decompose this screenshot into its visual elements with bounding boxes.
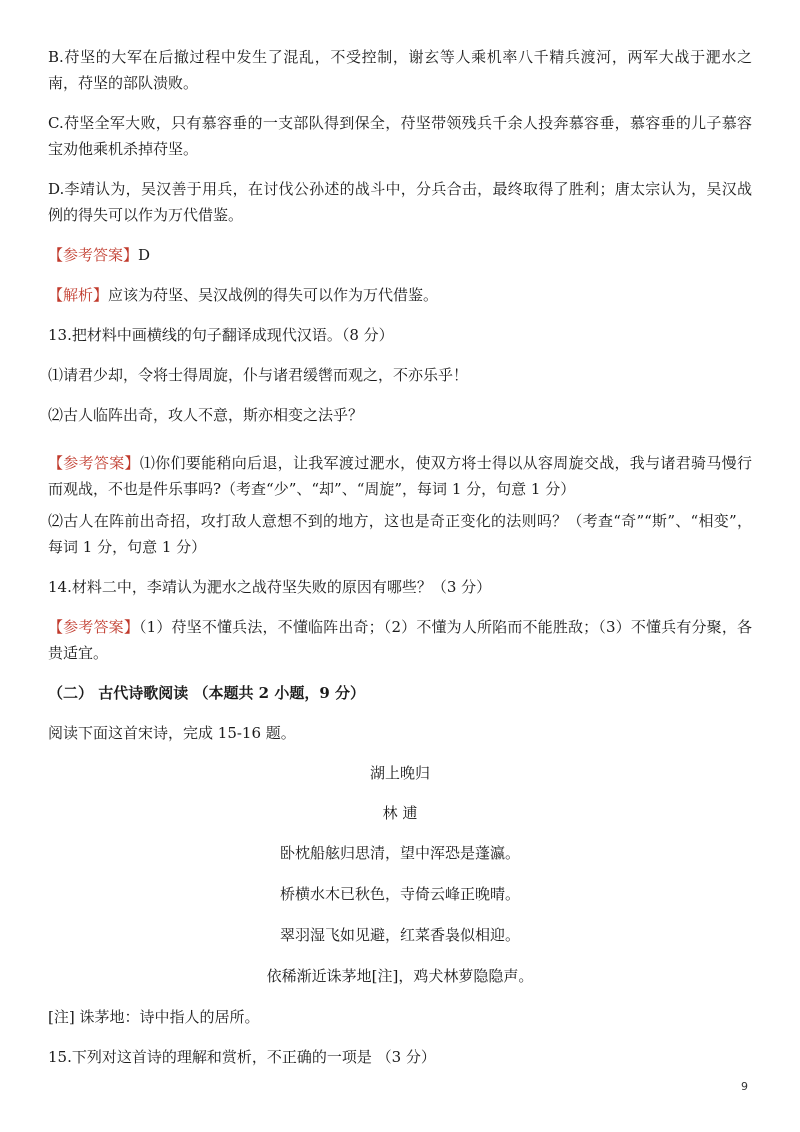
answer-text: D bbox=[138, 246, 151, 264]
poem-line: 卧枕船舷归思清，望中浑恐是蓬瀛。 bbox=[279, 844, 520, 862]
answer-tag: 【参考答案】 bbox=[48, 454, 140, 472]
q13-answer-2: ⑵古人在阵前出奇招，攻打敌人意想不到的地方，这也是奇正变化的法则吗？（考查“奇”“斯”、“相变”，每词 1 分，句意 1 分） bbox=[48, 512, 752, 556]
answer-text: ⑴你们要能稍向后退，让我军渡过淝水，使双方将士得以从容周旋交战，我与诸君骑马慢行而观战，不也是件乐事吗?（考查“少”、“却”、“周旋”，每词 1 分，句意 1 分） bbox=[48, 454, 752, 498]
q14-answer bbox=[48, 614, 752, 666]
poem-line: 翠羽湿飞如见避，红菜香袅似相迎。 bbox=[279, 926, 520, 944]
page-number: 9 bbox=[741, 1080, 748, 1093]
section-intro: 阅读下面这首宋诗，完成 15-16 题。 bbox=[48, 724, 296, 742]
option-c: C.苻坚全军大败，只有慕容垂的一支部队得到保全，苻坚带领残兵千余人投奔慕容垂，慕容垂的儿子慕容宝劝他乘机杀掉苻坚。 bbox=[48, 114, 752, 158]
section-heading: （二） 古代诗歌阅读 （本题共 2 小题，9 分） bbox=[48, 684, 365, 702]
document-page bbox=[48, 44, 752, 1084]
option-d: D.李靖认为，吴汉善于用兵，在讨伐公孙述的战斗中，分兵合击，最终取得了胜利；唐太宗认为，吴汉战例的得失可以作为万代借鉴。 bbox=[48, 180, 752, 224]
q13-sentence-1: ⑴请君少却，令将士得周旋，仆与诸君缓辔而观之，不亦乐乎！ bbox=[48, 366, 469, 384]
answer-text: （1）苻坚不懂兵法，不懂临阵出奇；（2）不懂为人所陷而不能胜敌；（3）不懂兵有分聚，各贵适宜。 bbox=[48, 618, 752, 662]
q15-title: 15.下列对这首诗的理解和赏析，不正确的一项是 （3 分） bbox=[48, 1048, 436, 1066]
q12-answer bbox=[48, 242, 752, 268]
q13-title: 13.把材料中画横线的句子翻译成现代汉语。（8 分） bbox=[48, 326, 394, 344]
q14-title: 14.材料二中，李靖认为淝水之战苻坚失败的原因有哪些？（3 分） bbox=[48, 578, 492, 596]
poem-note: [注] 诛茅地：诗中指人的居所。 bbox=[48, 1008, 260, 1026]
option-b: B.苻坚的大军在后撤过程中发生了混乱，不受控制，谢玄等人乘机率八千精兵渡河，两军大战于淝水之南，苻坚的部队溃败。 bbox=[48, 48, 752, 92]
analysis-text: 应该为苻坚、吴汉战例的得失可以作为万代借鉴。 bbox=[108, 286, 439, 304]
answer-tag: 【参考答案】 bbox=[48, 618, 139, 636]
analysis-tag: 【解析】 bbox=[48, 286, 109, 304]
poem-line: 桥横水木已秋色，寺倚云峰正晚晴。 bbox=[279, 885, 520, 903]
q13-sentence-2: ⑵古人临阵出奇，攻人不意，斯亦相变之法乎？ bbox=[48, 406, 364, 424]
poem-title: 湖上晚归 bbox=[369, 764, 430, 782]
poem-line: 依稀渐近诛茅地[注]，鸡犬林萝隐隐声。 bbox=[266, 967, 534, 985]
q12-analysis bbox=[48, 282, 752, 308]
poem-author: 林 逋 bbox=[382, 804, 418, 822]
answer-tag: 【参考答案】 bbox=[48, 246, 139, 264]
q13-answer-1 bbox=[48, 450, 752, 502]
